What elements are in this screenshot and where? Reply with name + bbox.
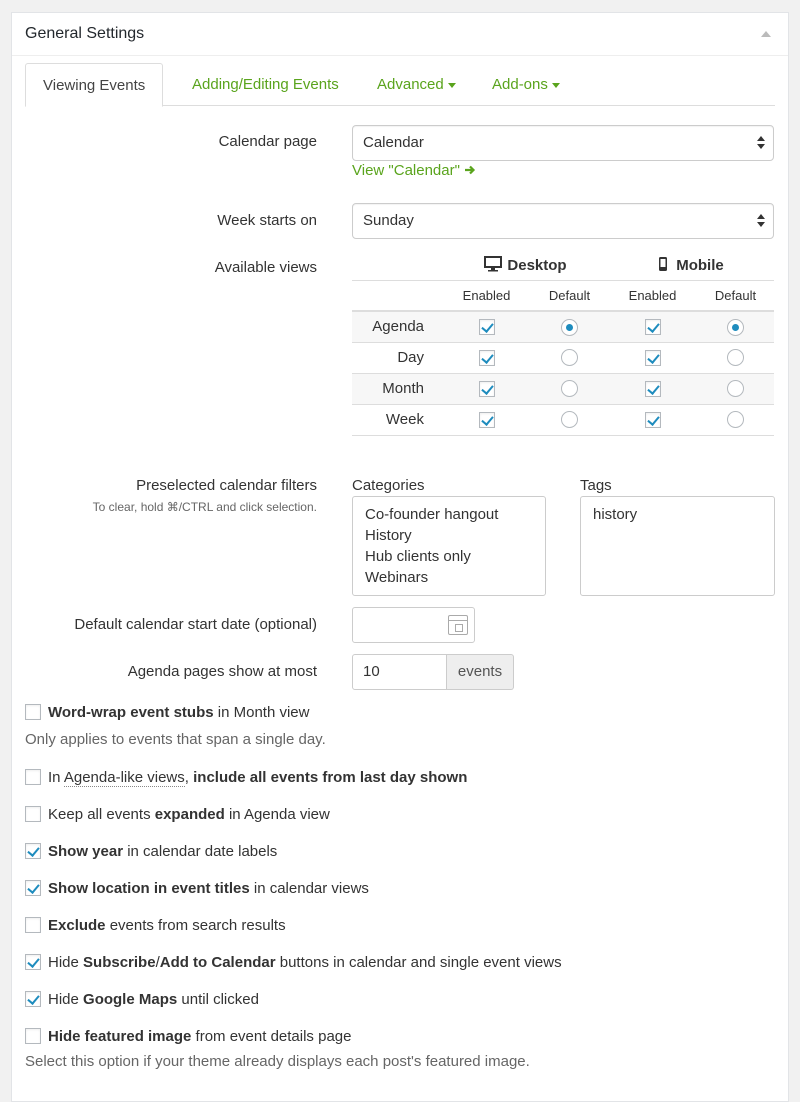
tab-label: Add-ons — [492, 76, 548, 93]
option-row[interactable] — [25, 804, 330, 824]
option-label-bold: Subscribe — [83, 953, 156, 971]
mobile-enabled-checkbox[interactable] — [645, 412, 661, 428]
option-label-bold: Word-wrap event stubs — [48, 703, 214, 721]
option-row[interactable] — [25, 841, 277, 861]
mobile-default-header: Default — [697, 280, 774, 311]
view-row — [352, 342, 774, 373]
tab-viewing-events[interactable] — [25, 63, 163, 107]
option-label-bold: Hide featured image — [48, 1027, 192, 1045]
view-cell — [442, 373, 531, 404]
option-label-bold: expanded — [154, 805, 225, 823]
option-label-text: in calendar date labels — [123, 842, 278, 860]
view-cell — [442, 311, 531, 342]
tags-label: Tags — [580, 477, 612, 494]
option-checkbox[interactable] — [25, 991, 41, 1007]
view-calendar-link-text: View "Calendar" — [352, 162, 460, 179]
agenda-max-group — [352, 654, 514, 690]
option-label — [48, 1028, 351, 1045]
category-option[interactable]: History — [365, 527, 412, 544]
tag-option[interactable]: history — [593, 506, 638, 523]
desktop-default-header: Default — [531, 280, 608, 311]
option-label — [48, 991, 259, 1008]
option-label-bold: Add to Calendar — [159, 953, 276, 971]
desktop-default-radio[interactable] — [561, 411, 578, 428]
option-label — [48, 806, 330, 823]
mobile-enabled-checkbox[interactable] — [645, 350, 661, 366]
option-checkbox[interactable] — [25, 954, 41, 970]
desktop-default-radio[interactable] — [561, 380, 578, 397]
week-starts-label: Week starts on — [217, 212, 317, 229]
collapse-arrow-icon[interactable] — [761, 31, 771, 37]
mobile-header — [608, 250, 774, 280]
week-starts-select[interactable] — [352, 203, 774, 239]
option-label-text: buttons in calendar and single event views — [275, 953, 562, 971]
option-row[interactable] — [25, 767, 467, 787]
mobile-default-radio[interactable] — [727, 411, 744, 428]
option-label-text: , — [184, 768, 194, 786]
view-calendar-link[interactable] — [352, 162, 476, 179]
view-name: Day — [397, 349, 424, 366]
arrow-right-icon — [464, 164, 476, 176]
select-arrows-icon — [757, 136, 765, 149]
option-label-text: / — [155, 953, 160, 971]
option-label-text: Agenda-like views — [63, 768, 185, 786]
mobile-label: Mobile — [676, 256, 724, 274]
option-label-bold: Google Maps — [83, 990, 178, 1008]
category-option[interactable]: Webinars — [365, 569, 429, 586]
option-label-text: Hide — [48, 990, 84, 1008]
view-name: Month — [382, 380, 424, 397]
mobile-default-radio[interactable] — [727, 319, 744, 336]
desktop-enabled-checkbox[interactable] — [479, 319, 495, 335]
option-row[interactable] — [25, 989, 259, 1009]
mobile-enabled-checkbox[interactable] — [645, 381, 661, 397]
option-label — [48, 954, 562, 971]
view-cell — [531, 342, 608, 373]
view-cell — [697, 311, 774, 342]
option-label-text: Hide — [48, 953, 84, 971]
calendar-page-label: Calendar page — [218, 133, 317, 150]
preselected-filters-hint: To clear, hold ⌘/CTRL and click selection. — [92, 500, 317, 514]
available-views-label: Available views — [214, 259, 317, 276]
option-label-text: in Agenda view — [224, 805, 330, 823]
option-checkbox[interactable] — [25, 843, 41, 859]
option-label-text: events from search results — [105, 916, 286, 934]
caret-down-icon — [448, 83, 456, 88]
tab-label: Adding/Editing Events — [192, 76, 339, 93]
view-cell — [697, 342, 774, 373]
view-row — [352, 311, 774, 342]
option-row[interactable] — [25, 878, 369, 898]
select-arrows-icon — [757, 214, 765, 227]
option-row[interactable] — [25, 1026, 351, 1046]
desktop-enabled-checkbox[interactable] — [479, 412, 495, 428]
option-label — [48, 880, 369, 897]
option-row[interactable] — [25, 702, 309, 722]
start-date-label: Default calendar start date (optional) — [74, 616, 317, 633]
categories-listbox[interactable] — [352, 496, 546, 596]
start-date-input[interactable] — [352, 607, 475, 643]
desktop-label: Desktop — [507, 257, 567, 275]
option-label-text: in calendar views — [249, 879, 369, 897]
option-label-bold: include all events from last day shown — [193, 768, 468, 786]
select-value: Calendar — [363, 134, 424, 151]
mobile-default-radio[interactable] — [727, 349, 744, 366]
view-cell — [608, 404, 697, 435]
desktop-enabled-header: Enabled — [442, 280, 531, 311]
agenda-max-label: Agenda pages show at most — [127, 663, 317, 680]
option-label — [48, 917, 286, 934]
option-label — [48, 843, 277, 860]
view-cell — [697, 373, 774, 404]
tab-add-ons[interactable] — [475, 63, 577, 106]
option-checkbox[interactable] — [25, 769, 41, 785]
option-label-text: In — [48, 768, 64, 786]
select-value: Sunday — [363, 212, 414, 229]
desktop-default-radio[interactable] — [561, 349, 578, 366]
available-views-table — [352, 250, 774, 436]
panel-header[interactable] — [12, 13, 788, 56]
option-row[interactable] — [25, 952, 562, 972]
panel-title: General Settings — [25, 25, 145, 42]
view-name: Agenda — [372, 318, 424, 336]
option-row[interactable] — [25, 915, 286, 935]
view-cell — [608, 311, 697, 342]
option-checkbox[interactable] — [25, 1028, 41, 1044]
settings-tabs — [25, 63, 775, 106]
mobile-enabled-checkbox[interactable] — [645, 319, 661, 335]
agenda-max-input[interactable]: 10 — [352, 654, 447, 690]
mobile-default-radio[interactable] — [727, 380, 744, 397]
desktop-header — [442, 250, 608, 280]
option-checkbox[interactable] — [25, 806, 41, 822]
option-label — [48, 704, 309, 721]
tab-label: Viewing Events — [43, 77, 146, 94]
mobile-enabled-header: Enabled — [608, 280, 697, 311]
desktop-enabled-checkbox[interactable] — [479, 350, 495, 366]
categories-label: Categories — [352, 477, 425, 494]
tab-label: Advanced — [377, 76, 444, 93]
tab-adding-editing-events[interactable] — [175, 63, 356, 106]
view-cell — [608, 342, 697, 373]
tab-advanced[interactable] — [360, 63, 473, 106]
word-wrap-help: Only applies to events that span a single day. — [25, 731, 326, 748]
option-label-text: in Month view — [213, 703, 310, 721]
option-label-text: from event details page — [191, 1027, 352, 1045]
option-label-text: until clicked — [177, 990, 259, 1008]
option-checkbox[interactable] — [25, 917, 41, 933]
calendar-page-select[interactable] — [352, 125, 774, 161]
tags-listbox[interactable] — [580, 496, 775, 596]
option-label-bold: Show location in event titles — [48, 879, 250, 897]
option-label-bold: Show year — [48, 842, 124, 860]
option-label — [48, 769, 467, 786]
view-cell — [531, 373, 608, 404]
desktop-enabled-checkbox[interactable] — [479, 381, 495, 397]
option-label-bold: Exclude — [48, 916, 106, 934]
agenda-max-unit: events — [447, 654, 514, 690]
option-checkbox[interactable] — [25, 880, 41, 896]
category-option[interactable]: Co-founder hangout — [365, 506, 499, 523]
featured-image-help: Select this option if your theme already displays each post's featured image. — [25, 1053, 530, 1070]
option-checkbox[interactable] — [25, 704, 41, 720]
view-name: Week — [385, 411, 424, 428]
view-cell — [442, 404, 531, 435]
view-cell — [697, 404, 774, 435]
view-cell — [442, 342, 531, 373]
option-label-text: Keep all events — [48, 805, 155, 823]
view-cell — [531, 404, 608, 435]
desktop-icon — [483, 255, 503, 272]
view-row — [352, 373, 774, 404]
desktop-default-radio[interactable] — [561, 319, 578, 336]
caret-down-icon — [552, 83, 560, 88]
category-option[interactable]: Hub clients only — [365, 548, 471, 565]
view-row — [352, 404, 774, 435]
calendar-icon[interactable] — [448, 615, 468, 635]
preselected-filters-label: Preselected calendar filters — [136, 477, 317, 494]
view-cell — [608, 373, 697, 404]
mobile-icon — [658, 256, 668, 272]
view-cell — [531, 311, 608, 342]
